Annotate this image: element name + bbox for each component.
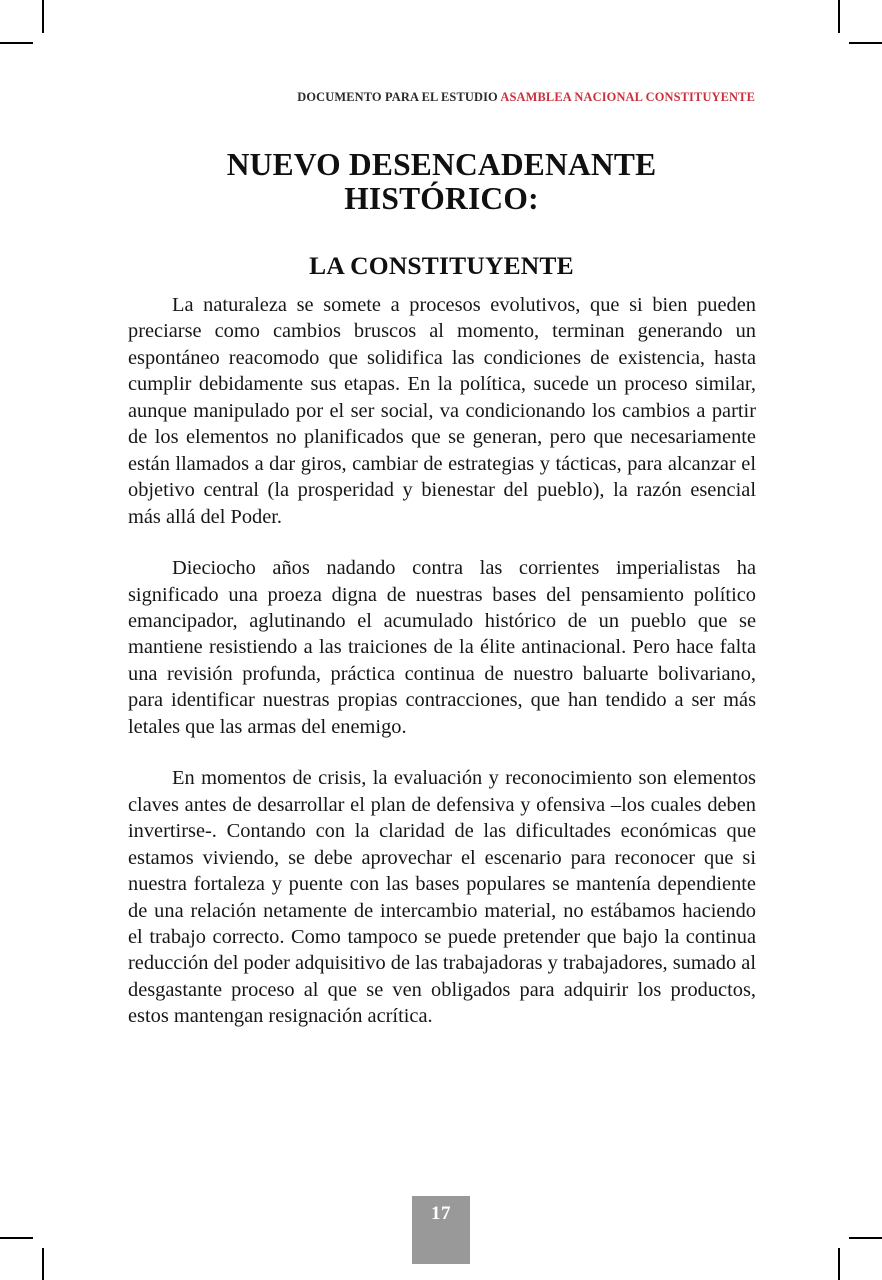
page-subtitle: LA CONSTITUYENTE — [309, 251, 574, 281]
crop-mark-bottom-right-horizontal — [849, 1237, 882, 1239]
crop-mark-bottom-left-vertical — [42, 1248, 44, 1280]
page-number-box — [412, 1196, 470, 1264]
title-block — [128, 148, 755, 281]
running-header-prefix: DOCUMENTO PARA EL ESTUDIO — [297, 90, 501, 104]
crop-mark-top-right-vertical — [838, 0, 840, 33]
page-number: 17 — [431, 1203, 451, 1224]
paragraph: En momentos de crisis, la evaluación y reconocimiento son elementos claves antes de desarrollar el plan de defensiva y ofensiva –los cuales deben invertirse-. Contando con la claridad de las dificultades económicas que estamos viviendo, se debe aprovechar el escenario para reconocer que si nuestra fortaleza y puente con las bases populares se mantenía dependiente de una relación netamente de intercambio material, no estábamos haciendo el trabajo correcto. Como tampoco se puede pretender que bajo la continua reducción del poder adquisitivo de las trabajadoras y trabajadores, sumado al desgastante proceso al que se ven obligados para adquirir los productos, estos mantengan resignación acrítica. — [128, 767, 756, 1028]
crop-mark-bottom-left-horizontal — [0, 1237, 33, 1239]
crop-mark-top-left-horizontal — [0, 42, 33, 44]
crop-mark-bottom-right-vertical — [838, 1248, 840, 1280]
page-title: NUEVO DESENCADENANTE HISTÓRICO: — [226, 147, 657, 217]
crop-mark-top-right-horizontal — [849, 42, 882, 44]
crop-mark-top-left-vertical — [42, 0, 44, 33]
paragraph: Dieciocho años nadando contra las corrientes imperialistas ha significado una proeza digna de nuestras bases del pensamiento político emancipador, aglutinando el acumulado histórico de un pueblo que se mantiene resistiendo a las traiciones de la élite antinacional. Pero hace falta una revisión profunda, práctica continua de nuestro baluarte bolivariano, para identificar nuestras propias contracciones, que han tendido a ser más letales que las armas del enemigo. — [128, 557, 756, 738]
running-header-highlight: ASAMBLEA NACIONAL CONSTITUYENTE — [500, 90, 755, 104]
body-text — [128, 292, 756, 1030]
running-header — [128, 90, 755, 105]
paragraph: La naturaleza se somete a procesos evolutivos, que si bien pueden preciarse como cambios bruscos al momento, terminan generando un espontáneo reacomodo que solidifica las condiciones de existencia, hasta cumplir debidamente sus etapas. En la política, sucede un proceso similar, aunque manipulado por el ser social, va condicionando los cambios a partir de los elementos no planificados que se generan, pero que necesariamente están llamados a dar giros, cambiar de estrategias y tácticas, para alcanzar el objetivo central (la prosperidad y bienestar del pueblo), la razón esencial más allá del Poder. — [128, 294, 756, 528]
